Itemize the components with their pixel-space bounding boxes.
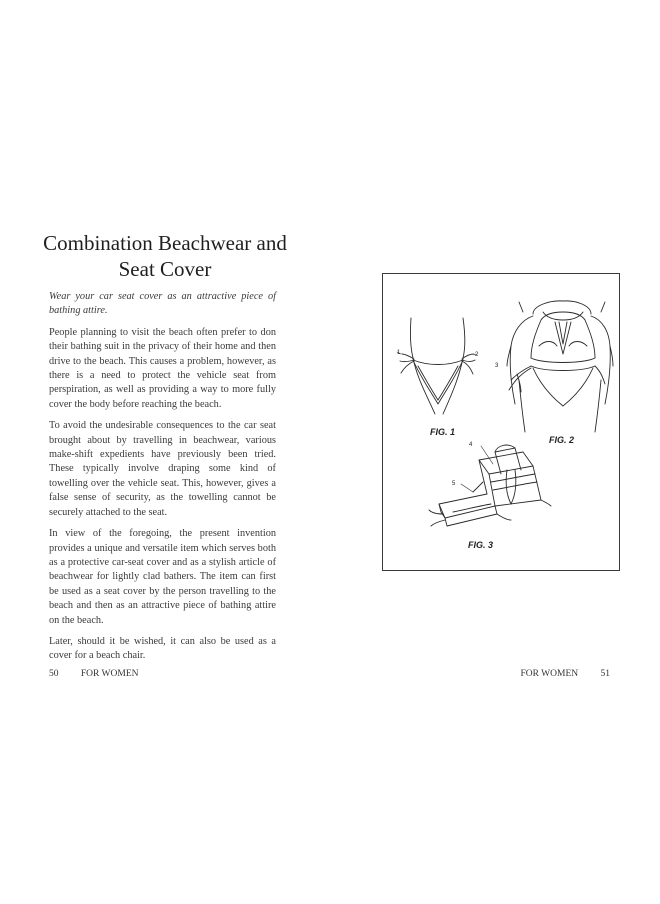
fig3-drawing bbox=[429, 445, 551, 526]
article-paragraph: In view of the foregoing, the present invention provides a unique and versatile item which serves both as a protective car-seat cover and as a stylish article of beachwear for lightly clad bathers. The item can first be used as a seat cover by the person travelling to the beach and then as an attractive piece of bathing attire on the beach. bbox=[49, 528, 276, 626]
fig2-drawing bbox=[507, 301, 613, 432]
footer-right bbox=[521, 669, 611, 679]
left-section-label: FOR WOMEN bbox=[80, 669, 139, 679]
fig3-caption: FIG. 3 bbox=[468, 540, 494, 550]
fig1-caption: FIG. 1 bbox=[430, 427, 456, 437]
reference-numeral: 2 bbox=[475, 352, 479, 358]
article-paragraph: Later, should it be wished, it can also be used as a cover for a beach chair. bbox=[49, 635, 276, 662]
patent-figure-panel bbox=[382, 273, 620, 571]
left-page-number: 50 bbox=[49, 669, 59, 679]
article-subtitle: Wear your car seat cover as an attractive piece of bathing attire. bbox=[49, 291, 276, 317]
right-section-label: FOR WOMEN bbox=[520, 669, 579, 679]
article-paragraph: To avoid the undesirable consequences to the car seat brought about by travelling in beachwear, various make-shift expedients have previously been tried. These typically involve draping some kind of towelling over the vehicle seat. This, however, gives a false sense of security, as the towelling cannot be securely attached to the seat. bbox=[49, 420, 276, 518]
reference-numeral: 5 bbox=[452, 481, 456, 487]
article-paragraph: People planning to visit the beach often prefer to don their bathing suit in the privacy of their home and then drive to the beach. This causes a problem, however, as there is a need to protect the vehicle seat from perspiration, as well as providing a way to more fully cover the body before reaching the beach. bbox=[49, 326, 276, 410]
footer-left bbox=[49, 669, 139, 679]
page-title: Combination Beachwear and Seat Cover bbox=[43, 231, 287, 281]
article-body bbox=[49, 290, 276, 671]
reference-numeral: 1 bbox=[397, 350, 401, 356]
reference-numeral: 3 bbox=[495, 363, 499, 369]
reference-numeral: 4 bbox=[469, 442, 473, 448]
patent-drawings bbox=[383, 274, 619, 570]
right-page-number: 51 bbox=[600, 669, 610, 679]
fig2-caption: FIG. 2 bbox=[549, 435, 575, 445]
fig1-drawing bbox=[397, 318, 477, 414]
